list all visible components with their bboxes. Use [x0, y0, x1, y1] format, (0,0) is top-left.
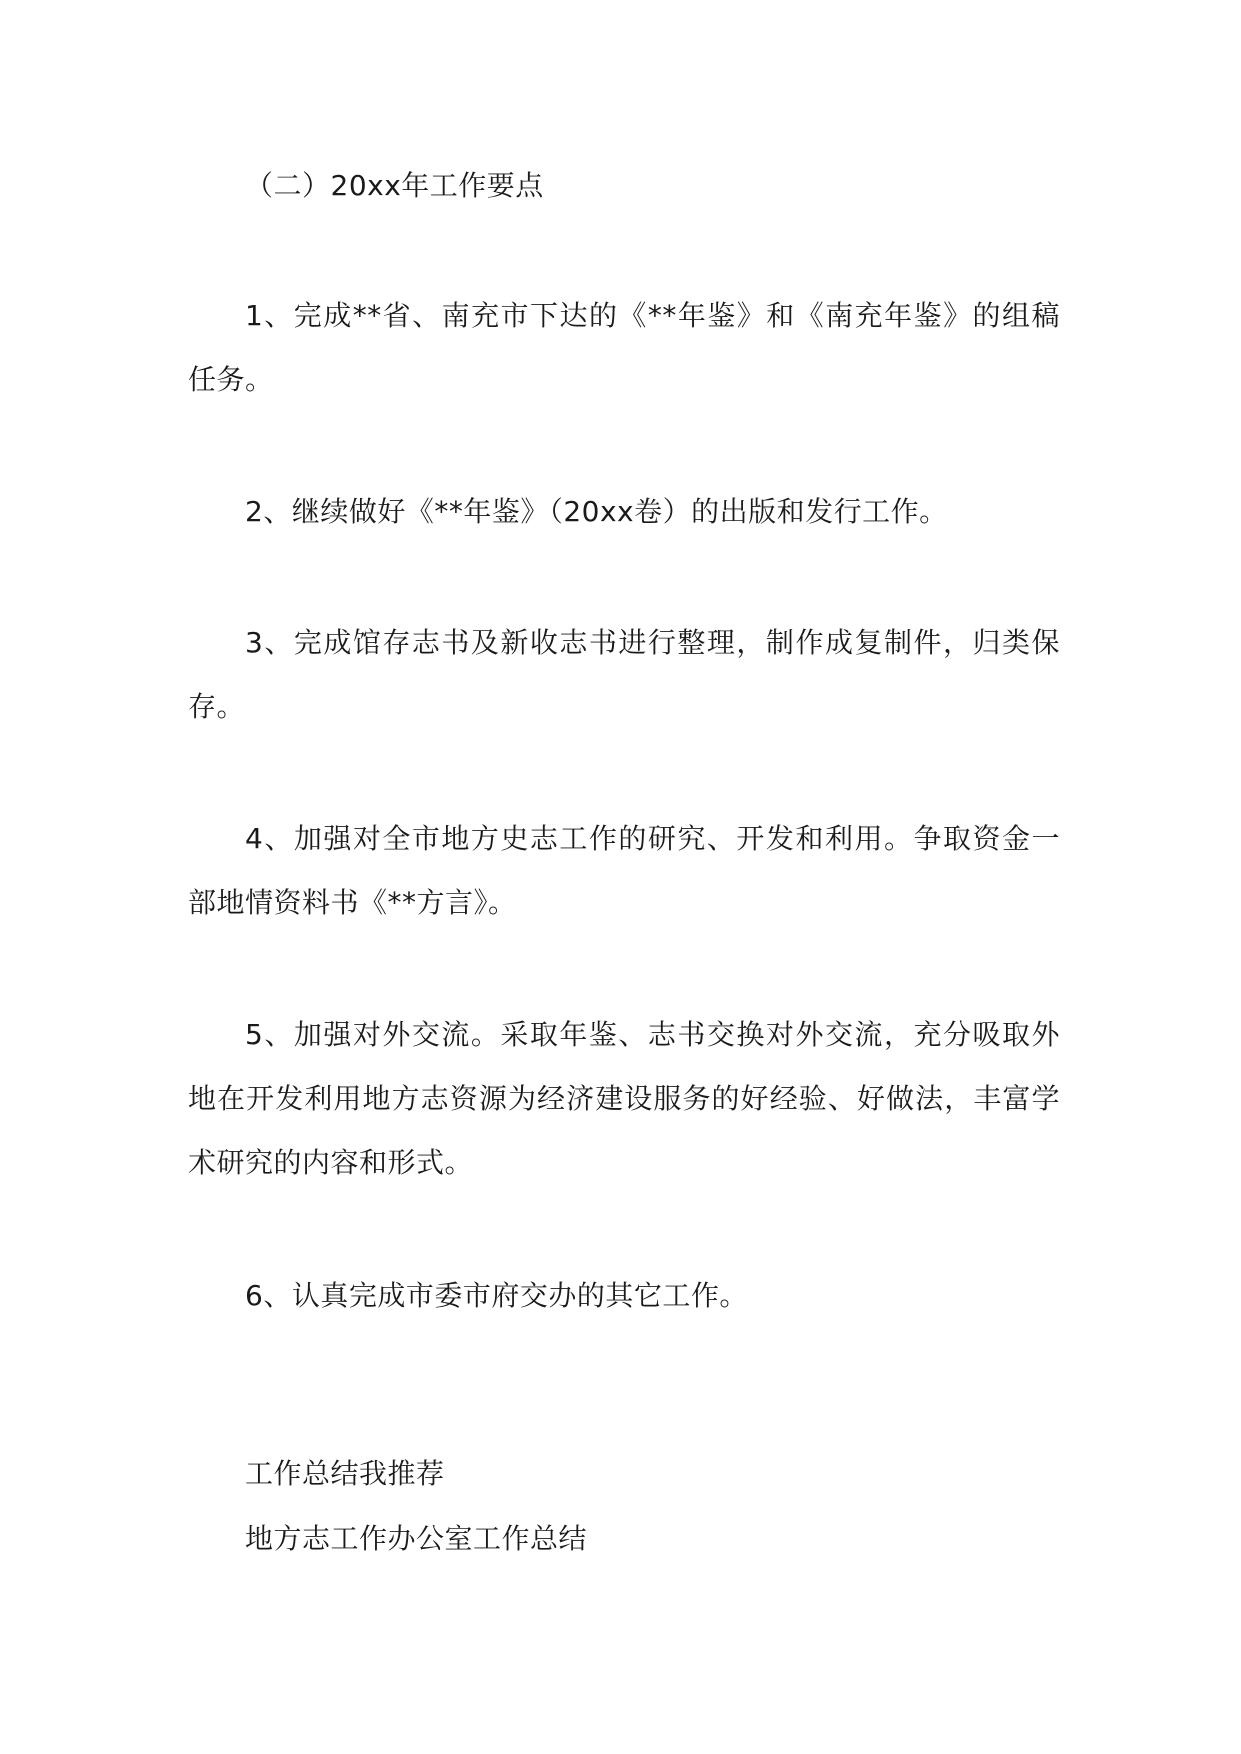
work-item-1: 1、完成**省、南充市下达的《**年鉴》和《南充年鉴》的组稿任务。	[188, 299, 1060, 396]
work-item-2: 2、继续做好《**年鉴》（20xx卷）的出版和发行工作。	[245, 495, 948, 528]
section-heading: （二）20xx年工作要点	[245, 169, 544, 202]
recommend-label: 工作总结我推荐	[245, 1457, 445, 1490]
work-item-4: 4、加强对全市地方史志工作的研究、开发和利用。争取资金一部地情资料书《**方言》。	[188, 822, 1060, 919]
work-item-3: 3、完成馆存志书及新收志书进行整理，制作成复制件，归类保存。	[188, 626, 1060, 723]
work-item-5: 5、加强对外交流。采取年鉴、志书交换对外交流，充分吸取外地在开发利用地方志资源为经济建设服务的好经验、好做法，丰富学术研究的内容和形式。	[188, 1018, 1060, 1179]
recommend-link[interactable]: 地方志工作办公室工作总结	[245, 1522, 588, 1555]
work-item-6: 6、认真完成市委市府交办的其它工作。	[245, 1279, 748, 1312]
